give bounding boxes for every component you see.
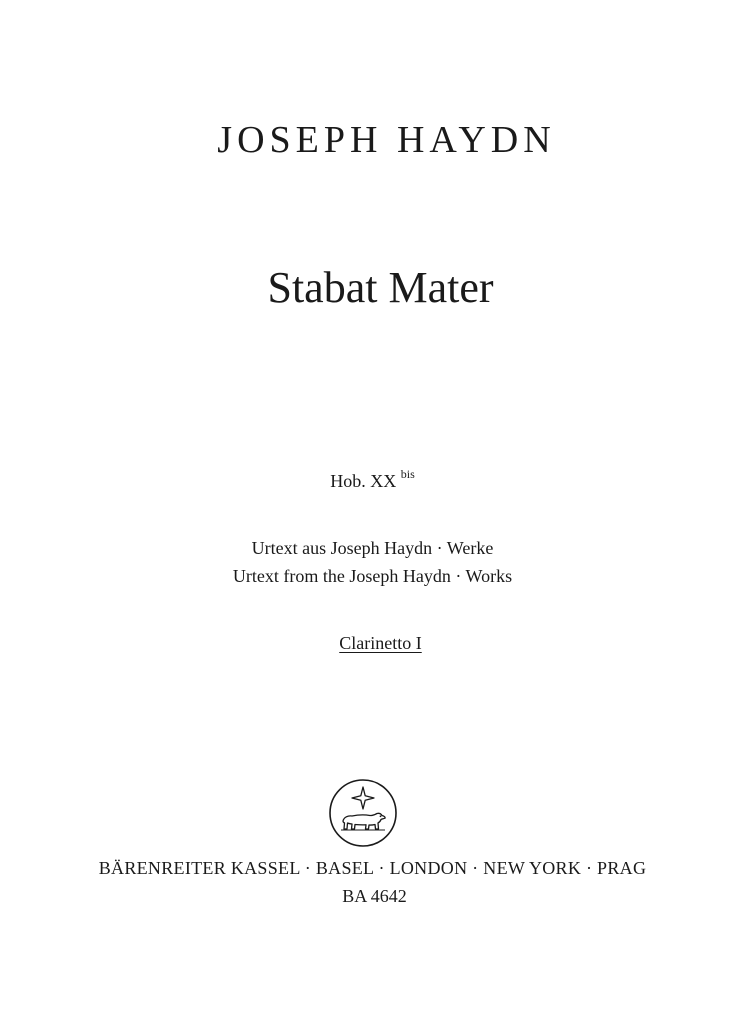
catalog-superscript: bis <box>400 467 415 481</box>
part-name <box>0 633 745 654</box>
catalog-main: Hob. XX <box>330 471 397 491</box>
work-title: Stabat Mater <box>267 263 494 312</box>
catalog-designation <box>0 469 745 492</box>
baerenreiter-logo-icon <box>327 777 399 849</box>
catalog-number: BA 4642 <box>342 886 407 906</box>
publisher-imprint: BÄRENREITER KASSEL · BASEL · LONDON · NEW YORK · PRAG <box>98 858 647 878</box>
urtext-english: Urtext from the Joseph Haydn · Works <box>232 566 513 586</box>
part-label: Clarinetto I <box>339 633 422 653</box>
composer-name: JOSEPH HAYDN <box>217 119 556 161</box>
urtext-german: Urtext aus Joseph Haydn · Werke <box>251 538 494 558</box>
